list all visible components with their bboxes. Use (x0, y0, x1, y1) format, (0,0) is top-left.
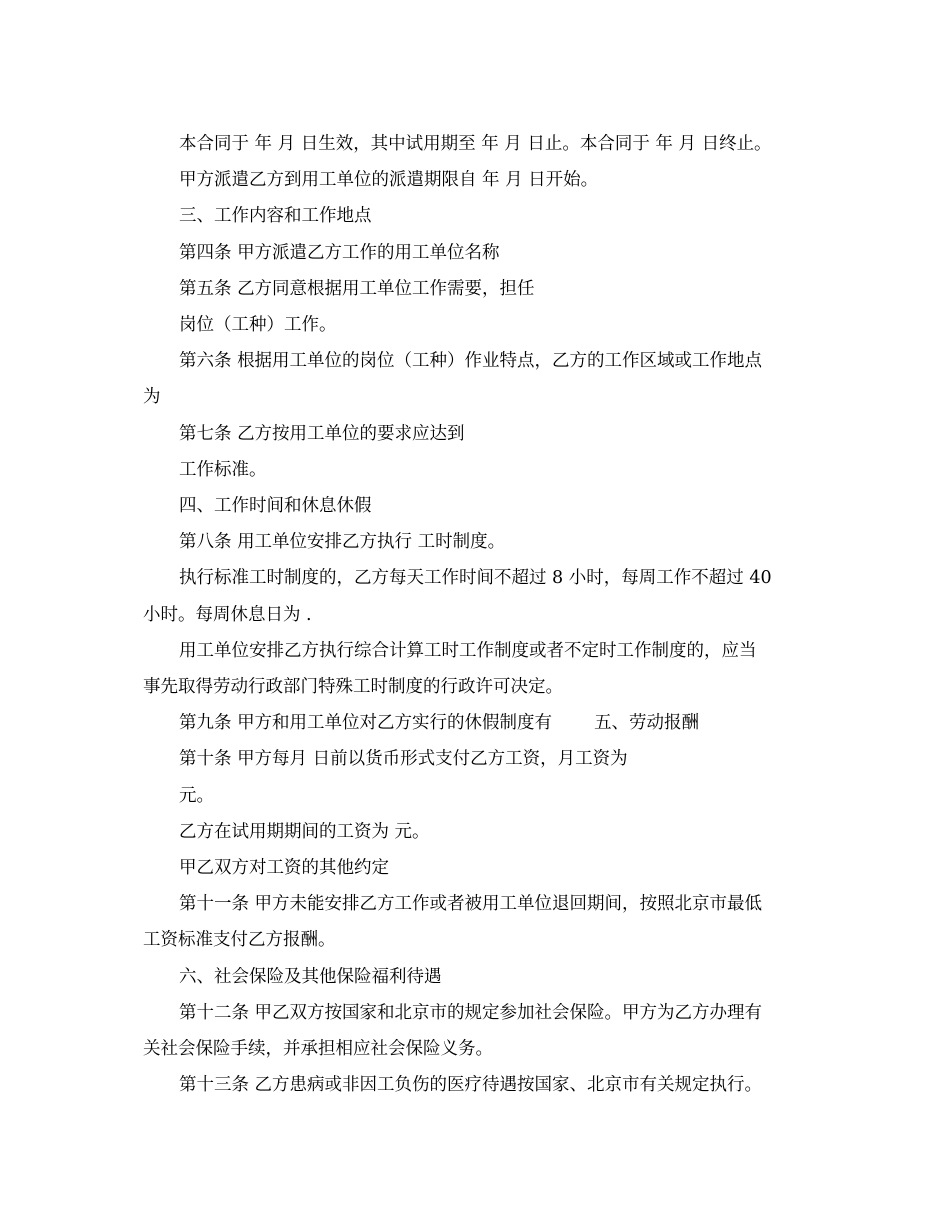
section-heading-5: 五、劳动报酬 (594, 713, 700, 734)
article-12: 第十二条 甲乙双方按国家和北京市的规定参加社会保险。甲方为乙方办理有 (179, 1002, 763, 1023)
article-6-continued: 为 (143, 387, 161, 408)
article-7-continued: 工作标准。 (179, 459, 267, 480)
article-8: 第八条 用工单位安排乙方执行 工时制度。 (179, 532, 506, 553)
article-6: 第六条 根据用工单位的岗位（工种）作业特点，乙方的工作区域或工作地点 (179, 351, 763, 372)
article-7: 第七条 乙方按用工单位的要求应达到 (179, 423, 465, 444)
special-hours-line: 用工单位安排乙方执行综合计算工时工作制度或者不定时工作制度的，应当 (179, 640, 757, 661)
article-4: 第四条 甲方派遣乙方工作的用工单位名称 (179, 242, 500, 263)
standard-hours-line: 执行标准工时制度的，乙方每天工作时间不超过 8 小时，每周工作不超过 40 (179, 568, 772, 589)
other-wage-agreement: 甲乙双方对工资的其他约定 (179, 858, 389, 879)
document-body (143, 126, 803, 1103)
article-5: 第五条 乙方同意根据用工单位工作需要，担任 (179, 278, 535, 299)
article-11: 第十一条 甲方未能安排乙方工作或者被用工单位退回期间，按照北京市最低 (179, 894, 763, 915)
probation-wage-line: 乙方在试用期期间的工资为 元。 (179, 821, 430, 842)
article-10: 第十条 甲方每月 日前以货币形式支付乙方工资，月工资为 (179, 749, 628, 770)
article-11-continued: 工资标准支付乙方报酬。 (143, 930, 336, 951)
section-heading-6: 六、社会保险及其他保险福利待遇 (179, 966, 442, 987)
article-10-continued: 元。 (179, 785, 214, 806)
article-13: 第十三条 乙方患病或非因工负伤的医疗待遇按国家、北京市有关规定执行。 (179, 1075, 763, 1096)
section-heading-4: 四、工作时间和休息休假 (179, 496, 372, 517)
article-12-continued: 关社会保险手续，并承担相应社会保险义务。 (143, 1039, 493, 1060)
section-heading-3: 三、工作内容和工作地点 (179, 206, 372, 227)
article-9-line (143, 705, 803, 741)
standard-hours-continued: 小时。每周休息日为 . (143, 604, 312, 625)
article-5-continued: 岗位（工种）工作。 (179, 315, 337, 336)
paragraph-line-02: 甲方派遣乙方到用工单位的派遣期限自 年 月 日开始。 (179, 170, 599, 191)
special-hours-continued: 事先取得劳动行政部门特殊工时制度的行政许可决定。 (143, 677, 563, 698)
paragraph-line-01: 本合同于 年 月 日生效，其中试用期至 年 月 日止。本合同于 年 月 日终止。 (179, 134, 772, 154)
article-9: 第九条 甲方和用工单位对乙方实行的休假制度有 (179, 713, 553, 734)
